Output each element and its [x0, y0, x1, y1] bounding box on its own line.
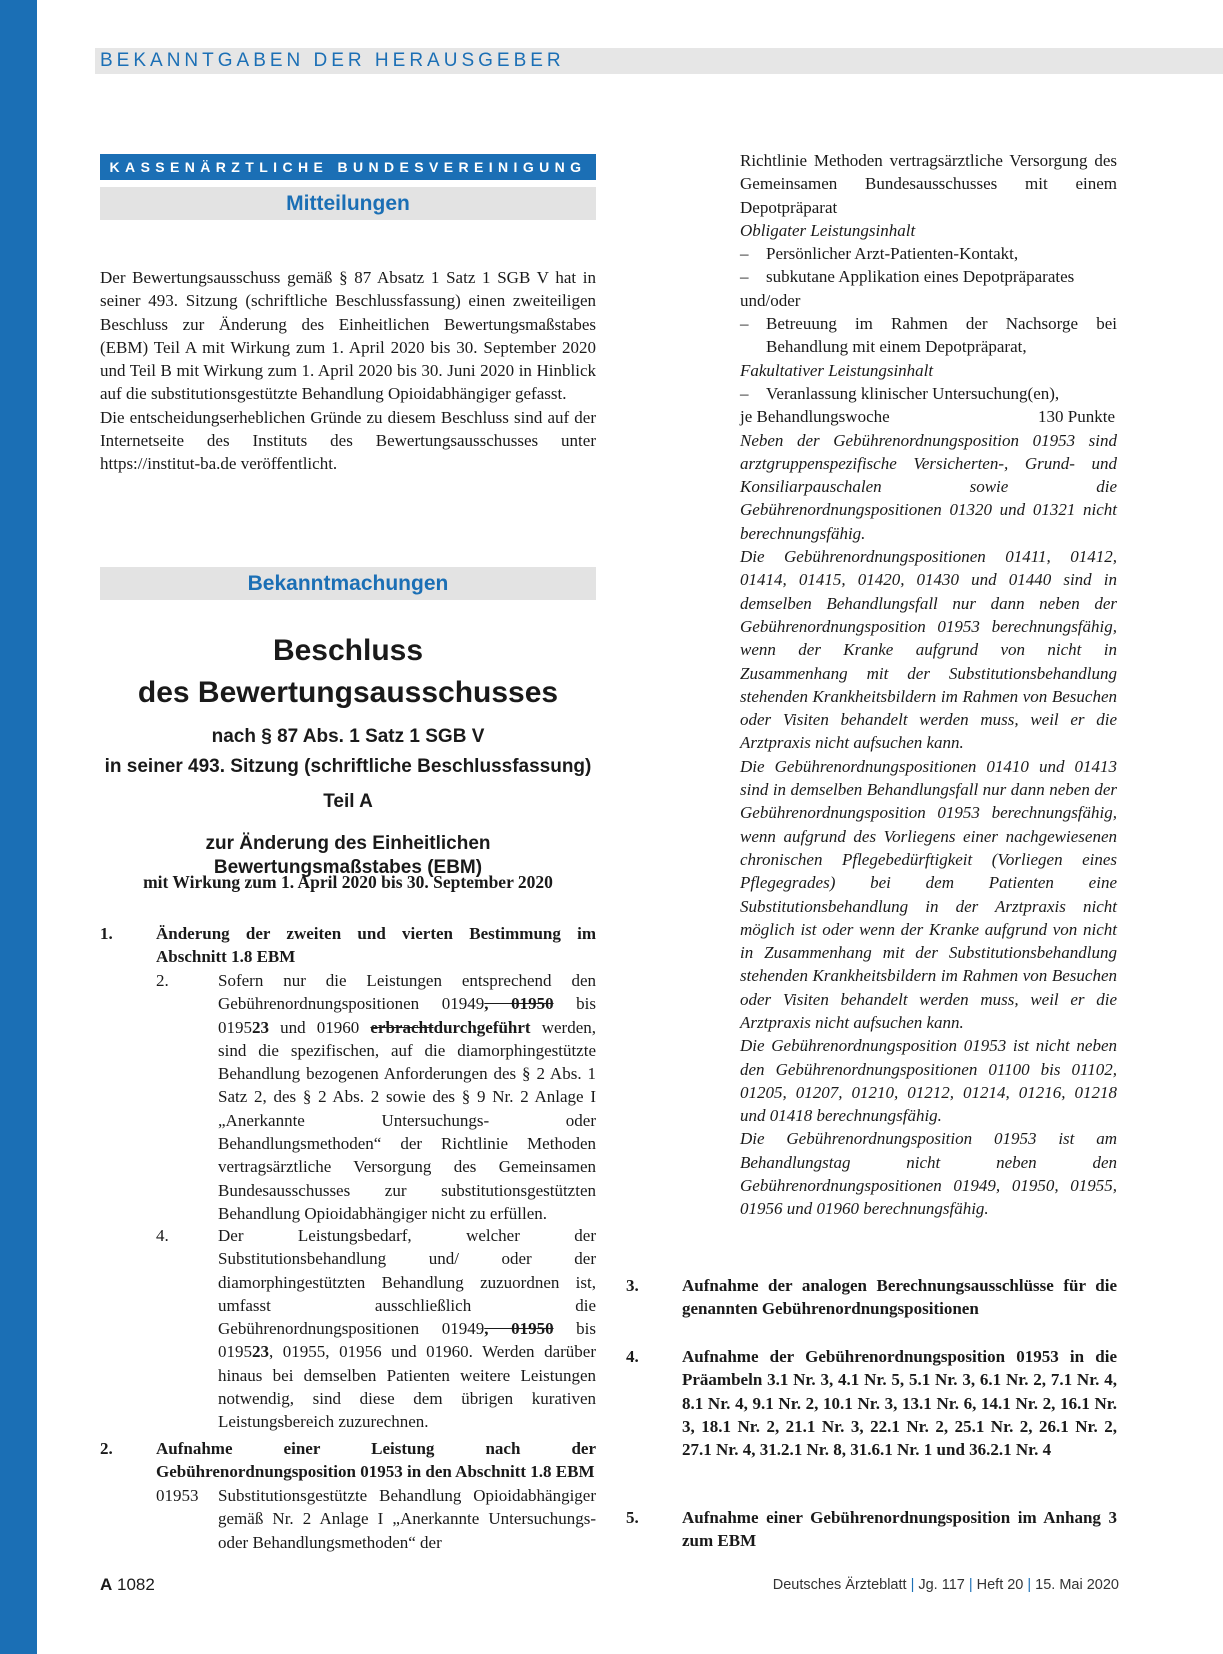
item-3-number: 3. [626, 1276, 639, 1295]
page-prefix: A [100, 1575, 113, 1594]
right-para-5: Die Gebührenordnungsposition 01953 ist am Behandlungstag nicht neben den Gebührenordnungspositionen 01949, 01950, 01955, 01956 und 01960 berechnungsfähig. [740, 1129, 1117, 1219]
obligat-item-1: – Persönlicher Arzt-Patienten-Kontakt, [740, 244, 1019, 264]
beschluss-title-line1: Beschluss [272, 634, 424, 667]
obligat-item-2: – subkutane Applikation eines Depotpräparates [740, 267, 1075, 287]
beschluss-subtitle-line2: in seiner 493. Sitzung (schriftliche Beschlussfassung) [104, 756, 592, 777]
right-para-4: Die Gebührenordnungsposition 01953 ist nicht neben den Gebührenordnungspositionen 01100 bis 01102, 01205, 01207, 01210, 01212, 01214, 01216, 01218 und 01418 berechnungsfähig. [740, 1036, 1117, 1126]
beschluss-title-line2: des Bewertungsausschusses [137, 676, 559, 709]
mitteilungen-para2: Die entscheidungserheblichen Gründe zu diesem Beschluss sind auf der Internetseite des Instituts des Bewertungsausschusses unter https://institut-ba.de veröffentlicht. [100, 407, 596, 474]
item-4-heading: Aufnahme der Gebührenordnungsposition 01953 in die Präambeln 3.1 Nr. 3, 4.1 Nr. 5, 5.1 Nr. 3, 6.1 Nr. 2, 7.1 Nr. 4, 8.1 Nr. 4, 9.1 Nr. 2, 10.1 Nr. 3, 13.1 Nr. 6, 14.1 Nr. 2, 16.1 Nr. 3, 18.1 Nr. 2, 21.1 Nr. 3, 22.1 Nr. 2, 25.1 Nr. 2, 26.1 Nr. 2, 27.1 Nr. 4, 31.2.1 Nr. 8, 31.6.1 Nr. 1 und 36.2.1 Nr. 4 [682, 1347, 1117, 1460]
item-5-number: 5. [626, 1508, 639, 1527]
item-2-number: 2. [100, 1439, 113, 1458]
mitteilungen-heading: Mitteilungen [100, 187, 596, 220]
item-1-sub-4-text: Der Leistungsbedarf, welcher der Substitutionsbehandlung und/ oder der diamorphingestützten Behandlung zuzuordnen ist, umfasst ausschließlich die Gebührenordnungspositionen 01949, 01950 bis 019523, 01955, 01956 und 01960. Werden darüber hinaus bei demselben Patienten weitere Leistungen notwendig, sind diese dem übrigen kurativen Leistungsbereich zuzurechnen. [218, 1226, 597, 1432]
mitteilungen-para1: Der Bewertungsausschuss gemäß § 87 Absatz 1 Satz 1 SGB V hat in seiner 493. Sitzung (schriftliche Beschlussfassung) einen zweiteiligen Beschluss zur Änderung des Einheitlichen Bewertungsmaßstabes (EBM) Teil A mit Wirkung zum 1. April 2020 bis 30. September 2020 und Teil B mit Wirkung zum 1. April 2020 bis 30. Juni 2020 in Hinblick auf die substitutionsgestützte Behandlung Opioidabhängiger gefasst. [100, 268, 596, 404]
section-header-title: BEKANNTGABEN DER HERAUSGEBER [100, 50, 565, 71]
journal-name: Deutsches Ärzteblatt [772, 1577, 907, 1593]
beschluss-aenderung: zur Änderung des Einheitlichen Bewertungsmaßstabes (EBM) [205, 833, 491, 878]
item-2-gop-number: 01953 [156, 1486, 199, 1505]
section-header-bar [95, 48, 1223, 74]
item-1-sub-2-text: Sofern nur die Leistungen entsprechend den Gebührenordnungspositionen 01949, 01950 bis 019523 und 01960 erbrachtdurchgeführt werden, sind die spezifischen, auf die diamorphingestützte Behandlung bezogenen Anforderungen des § 2 Abs. 1 Satz 2, des § 2 Abs. 2 sowie des § 9 Nr. 2 Anlage I „Anerkannte Untersuchungs- oder Behandlungsmethoden“ der Richtlinie Methoden vertragsärztliche Versorgung des Gemeinsamen Bundesausschusses zur substitutionsgestützten Behandlung Opioidabhängiger nicht zu erfüllen. [218, 971, 597, 1223]
beschluss-subtitle [100, 722, 596, 782]
item-1-number: 1. [100, 924, 113, 943]
right-para-2: Die Gebührenordnungspositionen 01411, 01412, 01414, 01415, 01420, 01430 und 01440 sind in demselben Behandlungsfall nur dann neben der Gebührenordnungsposition 01953 berechnungsfähig, wenn der Kranke aufgrund von nicht in Zusammenhang mit der Substitutionsbehandlung stehenden Krankheitsbildern im Rahmen von Besuchen oder Visiten behandelt werden muss, weil er die Arztpraxis nicht aufsuchen kann. [740, 547, 1117, 753]
item-4 [626, 1345, 1117, 1490]
beschluss-wirkung: mit Wirkung zum 1. April 2020 bis 30. September 2020 [143, 872, 553, 892]
right-intro: Richtlinie Methoden vertragsärztliche Versorgung des Gemeinsamen Bundesausschusses mit einem Depotpräparat [740, 151, 1117, 217]
page-number [100, 1575, 155, 1595]
journal-heft: Heft 20 [976, 1577, 1024, 1593]
mitteilungen-text [100, 266, 596, 476]
beschluss-title [100, 630, 596, 714]
right-column [740, 149, 1117, 1221]
fakultativ-item-1: – Veranlassung klinischer Untersuchung(en), [740, 383, 1060, 403]
punkte-row [740, 405, 1117, 428]
obligat-label: Obligater Leistungsinhalt [740, 220, 916, 240]
journal-date: 15. Mai 2020 [1035, 1577, 1119, 1593]
obligat-und-oder: und/oder [740, 290, 801, 310]
right-para-1: Neben der Gebührenordnungsposition 01953 sind arztgruppenspezifische Versicherten-, Grund- und Konsiliarpauschalen sowie die Gebührenordnungspositionen 01320 und 01321 nicht berechnungsfähig. [740, 430, 1117, 543]
item-4-number: 4. [626, 1347, 639, 1366]
item-3-heading: Aufnahme der analogen Berechnungsausschlüsse für die genannten Gebührenordnungspositionen [682, 1276, 1117, 1319]
item-1 [100, 922, 597, 1432]
page-number-value: 1082 [117, 1575, 155, 1594]
item-1-sub-4-number: 4. [156, 1226, 169, 1245]
je-behandlungswoche: je Behandlungswoche [740, 407, 890, 427]
right-para-3: Die Gebührenordnungspositionen 01410 und 01413 sind in demselben Behandlungsfall nur dann neben der Gebührenordnungsposition 01953 berechnungsfähig, wenn aufgrund des Vorliegens einer nachgewiesenen chronischen Pflegebedürftigkeit (Vorliegen eines Pflegegrades) bei dem Patienten eine Substitutionsbehandlung in der Arztpraxis nicht möglich ist oder wenn der Kranke aufgrund von nicht in Zusammenhang mit der Substitutionsbehandlung stehenden Krankheitsbildern im Rahmen von Besuchen oder Visiten behandelt werden muss, weil er die Arztpraxis nicht aufsuchen kann. [740, 756, 1117, 1032]
item-1-sub-2-number: 2. [156, 971, 169, 990]
item-5-heading: Aufnahme einer Gebührenordnungsposition im Anhang 3 zum EBM [682, 1508, 1117, 1551]
item-2-gop-text: Substitutionsgestützte Behandlung Opioidabhängiger gemäß Nr. 2 Anlage I „Anerkannte Untersuchungs- oder Behandlungsmethoden“ der [218, 1486, 596, 1552]
item-5 [626, 1506, 1117, 1556]
journal-footer: Deutsches Ärzteblatt | Jg. 117 | Heft 20 | 15. Mai 2020 [772, 1577, 1119, 1593]
blue-side-bar [0, 0, 37, 1654]
item-1-heading: Änderung der zweiten und vierten Bestimmung im Abschnitt 1.8 EBM [156, 924, 596, 967]
item-2 [100, 1437, 596, 1557]
punkte-value: 130 Punkte [1038, 407, 1115, 427]
beschluss-teil: Teil A [323, 791, 373, 812]
fakultativ-label: Fakultativer Leistungsinhalt [740, 360, 934, 380]
journal-jg: Jg. 117 [918, 1577, 965, 1593]
bekanntmachungen-heading: Bekanntmachungen [100, 567, 596, 600]
kbv-label-bar: KASSENÄRZTLICHE BUNDESVEREINIGUNG [100, 154, 596, 180]
item-3 [626, 1274, 1117, 1324]
beschluss-subtitle-line1: nach § 87 Abs. 1 Satz 1 SGB V [211, 726, 485, 747]
item-2-heading: Aufnahme einer Leistung nach der Gebührenordnungsposition 01953 in den Abschnitt 1.8 EBM [156, 1439, 596, 1482]
obligat-item-3: – Betreuung im Rahmen der Nachsorge bei Behandlung mit einem Depotpräparat, [740, 314, 1117, 357]
